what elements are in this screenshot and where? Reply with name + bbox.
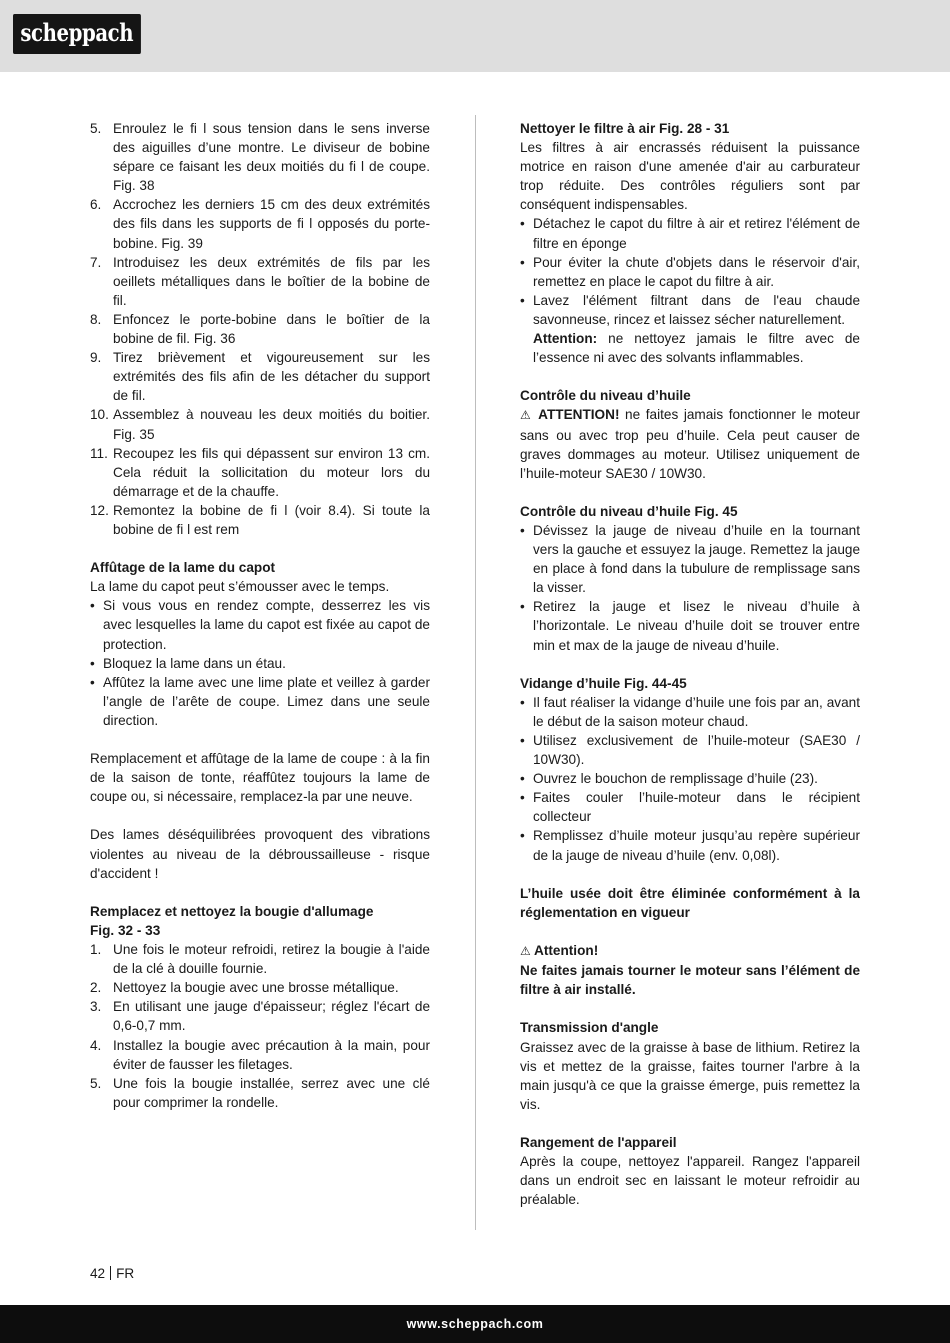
list-item: • Faites couler l’huile-moteur dans le récipient collecteur	[520, 790, 860, 825]
attention-heading: ⚠ Attention!	[520, 943, 599, 959]
paragraph: La lame du capot peut s’émousser avec le temps.	[90, 579, 390, 595]
list-item: • Pour éviter la chute d'objets dans le réservoir d'air, remettez en place le capot du filtre à air.	[520, 254, 860, 289]
list-item: 12. Remontez la bobine de fi l (voir 8.4). Si toute la bobine de fi l est rem	[90, 502, 430, 537]
list-item: 3. En utilisant une jauge d'épaisseur; réglez l'écart de 0,6-0,7 mm.	[90, 999, 430, 1034]
spark-plug-steps-list	[90, 940, 430, 1112]
section-heading: Affûtage de la lame du capot	[90, 560, 276, 576]
warning-icon: ⚠	[520, 944, 531, 959]
warning-icon: ⚠	[520, 408, 533, 423]
page-footer	[90, 1266, 134, 1282]
spool-steps-list	[90, 119, 430, 539]
list-item: • Retirez la jauge et lisez le niveau d’huile à l’horizontale. Le niveau d’huile doit se trouver entre min et max de la jauge de niveau d’huile.	[520, 599, 860, 653]
list-item: 5. Une fois la bougie installée, serrez avec une clé pour comprimer la rondelle.	[90, 1075, 430, 1110]
footer-separator	[110, 1266, 111, 1280]
list-item: • Lavez l'élément filtrant dans de l'eau chaude savonneuse, rincez et laissez sécher naturellement. Attention: ne nettoyez jamais le filtre avec de l’essence ni avec des solvants inflammables.	[520, 292, 860, 366]
list-item: • Ouvrez le bouchon de remplissage d’huile (23).	[520, 771, 818, 787]
list-item: • Remplissez d’huile moteur jusqu’au repère supérieur de la jauge de niveau d’huile (env. 0,08l).	[520, 828, 860, 863]
list-item: 11. Recoupez les fils qui dépassent sur environ 13 cm. Cela réduit la sollicitation du moteur lors du démarrage et de la chauffe.	[90, 445, 430, 499]
oil-check-bullets	[520, 521, 860, 655]
paragraph: Remplacement et affûtage de la lame de coupe : à la fin de la saison de tonte, réaffûtez toujours la lame de coupe ou, si nécessaire, remplacez-la par une neuve.	[90, 751, 430, 805]
list-item: • Affûtez la lame avec une lime plate et veillez à garder l’angle de l’arête de coupe. Limez dans une seule direction.	[90, 674, 430, 728]
used-oil-note: L’huile usée doit être éliminée conformément à la réglementation en vigueur	[520, 885, 860, 920]
section-heading: Rangement de l'appareil	[520, 1134, 677, 1150]
list-item: • Détachez le capot du filtre à air et retirez l'élément de filtre en éponge	[520, 216, 860, 251]
oil-change-bullets	[520, 693, 860, 865]
list-item: 8. Enfoncez le porte-bobine dans le boîtier de la bobine de fil. Fig. 36	[90, 311, 430, 347]
list-item: • Bloquez la lame dans un étau.	[90, 655, 286, 671]
language-code: FR	[116, 1266, 135, 1281]
sharpen-bullets	[90, 596, 430, 730]
paragraph: Les filtres à air encrassés réduisent la puissance motrice en raison d'une amenée d'air au carburateur trop réduite. Des contrôles réguliers sont par conséquent indispensables.	[520, 140, 860, 213]
section-heading-figure: Fig. 32 - 33	[90, 922, 161, 938]
list-item: 4. Installez la bougie avec précaution à la main, pour éviter de fausser les filetages.	[90, 1037, 430, 1072]
section-heading: Nettoyer le filtre à air Fig. 28 - 31	[520, 121, 730, 136]
page-number: 42	[90, 1266, 106, 1281]
list-item: 5. Enroulez le fi l sous tension dans le sens inverse des aiguilles d’une montre. Le diviseur de bobine sépare ce faisant les deux moitiés du fi l de coupe. Fig. 38	[90, 121, 430, 194]
section-heading: Contrôle du niveau d’huile	[520, 388, 691, 404]
list-item: 10. Assemblez à nouveau les deux moitiés du boitier. Fig. 35	[90, 407, 430, 442]
list-item: 7. Introduisez les deux extrémités de fils par les oeillets métalliques dans le boîtier de la bobine de fil.	[90, 254, 430, 308]
list-item: 6. Accrochez les derniers 15 cm des deux extrémités des fils dans les supports de fi l opposés du porte-bobine. Fig. 39	[90, 197, 430, 251]
paragraph: Graissez avec de la graisse à base de lithium. Retirez la vis et mettez de la graisse, faites tourner l'arbre à la main jusqu'à ce que la graisse émerge, puis remettez la vis.	[520, 1039, 860, 1112]
section-heading: Remplacez et nettoyez la bougie d'allumage	[90, 903, 374, 919]
list-item: 2. Nettoyez la bougie avec une brosse métallique.	[90, 980, 399, 996]
header-band	[0, 0, 950, 72]
warning-paragraph: ⚠ ATTENTION! ne faites jamais fonctionner le moteur sans ou avec trop peu d’huile. Cela peut causer de graves dommages au moteur. Utilisez uniquement de l’huile-moteur SAE30 / 10W30.	[520, 407, 861, 481]
paragraph: Des lames déséquilibrées provoquent des vibrations violentes au niveau de la débroussailleuse - risque d'accident !	[90, 827, 430, 881]
brand-logo: scheppach	[13, 14, 141, 54]
footer-band	[0, 1305, 950, 1343]
list-item: • Si vous vous en rendez compte, desserrez les vis avec lesquelles la lame du capot est fixée au capot de protection.	[90, 598, 430, 652]
list-item: • Dévissez la jauge de niveau d’huile en la tournant vers la gauche et essuyez la jauge. Remettez la jauge en place à fond dans la tubulure de remplissage sans la visser.	[520, 522, 860, 596]
left-column	[90, 119, 430, 1112]
list-item: • Il faut réaliser la vidange d’huile une fois par an, avant le début de la saison moteur chaud.	[520, 694, 860, 729]
section-heading: Contrôle du niveau d’huile Fig. 45	[520, 503, 738, 519]
attention-text: Ne faites jamais tourner le moteur sans l’élément de filtre à air installé.	[520, 963, 860, 998]
column-divider	[475, 115, 476, 1230]
right-column	[520, 119, 860, 1209]
attention-label: Attention:	[533, 331, 598, 347]
list-item: 1. Une fois le moteur refroidi, retirez la bougie à l'aide de la clé à douille fournie.	[90, 942, 430, 977]
list-item: 9. Tirez brièvement et vigoureusement sur les extrémités des fils afin de les détacher du support de fil.	[90, 350, 430, 404]
section-heading: Transmission d'angle	[520, 1020, 659, 1036]
list-item: • Utilisez exclusivement de l’huile-moteur (SAE30 / 10W30).	[520, 733, 860, 768]
section-heading: Vidange d’huile Fig. 44-45	[520, 675, 687, 691]
filter-bullets	[520, 214, 860, 367]
website-url: www.scheppach.com	[406, 1317, 544, 1331]
paragraph: Après la coupe, nettoyez l'appareil. Rangez l'appareil dans un endroit sec en laissant le moteur refroidir au préalable.	[520, 1154, 860, 1208]
